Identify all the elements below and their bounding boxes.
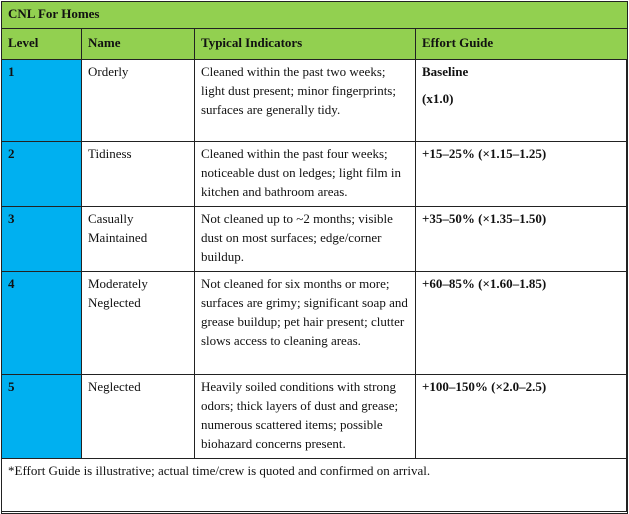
indicators-cell: Cleaned within the past four weeks; noticeable dust on ledges; light film in kitchen and bathroom areas. xyxy=(195,142,416,207)
table-row xyxy=(2,272,628,375)
header-row xyxy=(2,29,628,60)
footnote: *Effort Guide is illustrative; actual time/crew is quoted and confirmed on arrival. xyxy=(2,459,628,514)
header-name: Name xyxy=(82,29,195,60)
table-row xyxy=(2,375,628,459)
name-cell: Moderately Neglected xyxy=(82,272,195,375)
table-row xyxy=(2,60,628,142)
indicators-cell: Heavily soiled conditions with strong odors; thick layers of dust and grease; numerous scattered items; possible biohazard concerns present. xyxy=(195,375,416,459)
level-cell: 2 xyxy=(2,142,82,207)
effort-cell xyxy=(416,60,628,142)
table-title-row xyxy=(2,2,628,29)
indicators-cell: Cleaned within the past two weeks; light dust present; minor fingerprints; surfaces are generally tidy. xyxy=(195,60,416,142)
header-indicators: Typical Indicators xyxy=(195,29,416,60)
indicators-cell: Not cleaned up to ~2 months; visible dust on most surfaces; edge/corner buildup. xyxy=(195,207,416,272)
name-cell: Orderly xyxy=(82,60,195,142)
effort-cell: +60–85% (×1.60–1.85) xyxy=(416,272,628,375)
indicators-cell: Not cleaned for six months or more; surfaces are grimy; significant soap and grease buildup; pet hair present; clutter slows access to cleaning areas. xyxy=(195,272,416,375)
name-cell: Neglected xyxy=(82,375,195,459)
level-cell: 1 xyxy=(2,60,82,142)
cnl-table xyxy=(1,1,628,514)
level-cell: 3 xyxy=(2,207,82,272)
effort-label: Baseline xyxy=(422,64,469,79)
name-cell: Tidiness xyxy=(82,142,195,207)
footnote-row xyxy=(2,459,628,514)
level-cell: 4 xyxy=(2,272,82,375)
header-effort: Effort Guide xyxy=(416,29,628,60)
table-row xyxy=(2,207,628,272)
effort-multiplier: (x1.0) xyxy=(422,91,454,106)
name-cell: Casually Maintained xyxy=(82,207,195,272)
header-level: Level xyxy=(2,29,82,60)
table-row xyxy=(2,142,628,207)
table-title: CNL For Homes xyxy=(2,2,628,29)
effort-cell: +100–150% (×2.0–2.5) xyxy=(416,375,628,459)
level-cell: 5 xyxy=(2,375,82,459)
effort-cell: +15–25% (×1.15–1.25) xyxy=(416,142,628,207)
effort-cell: +35–50% (×1.35–1.50) xyxy=(416,207,628,272)
